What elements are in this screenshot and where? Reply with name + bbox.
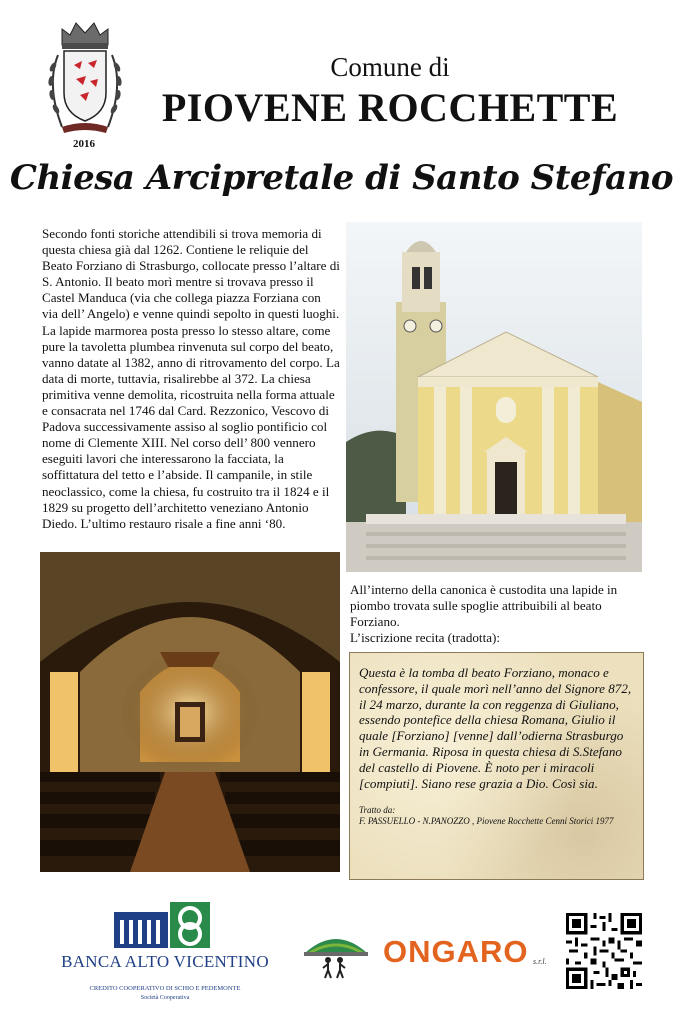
church-title: Chiesa Arcipretale di Santo Stefano (9, 158, 674, 198)
bank-subtitle: CREDITO COOPERATIVO DI SCHIO E PEDEMONTE (89, 985, 241, 992)
year-label: 2016 (73, 138, 95, 150)
church-exterior-photo (346, 222, 642, 572)
inscription-intro: L’iscrizione recita (tradotta): (350, 630, 501, 645)
coat-of-arms-emblem (40, 15, 130, 155)
inscription-quote: Questa è la tomba dl beato Forziano, monaco e confessore, il quale morì nell’anno del Signore 872, il 24 marzo, durante la con reggenza di Giuliano, essendo pontefice della chiesa Romana, Giulio il quale [Forziano] [venne] dall’odierna Strasburgo in Germania. Riposa in questa chiesa di S.Stefano del castello di Piovene. È noto per i miracoli [compiuti]. Siano rese grazia a Dio. Così sia. (359, 665, 632, 791)
canonica-intro-text (350, 582, 650, 646)
town-name: PIOVENE ROCCHETTE (161, 85, 619, 130)
source-label: Tratto da: (359, 805, 396, 816)
bank-name: BANCA ALTO VICENTINO (61, 952, 269, 971)
hiking-logo-icon (300, 930, 372, 980)
history-paragraph: Secondo fonti storiche attendibili si trova memoria di questa chiesa già dal 1262. Contiene le reliquie del Beato Forziano di Strasburgo, collocate presso l’altare di S. Antonio. Il beato morì mentre si trovava presso il Castel Manduca (via che collega piazza Forziana con via dell’ Angelo) e venne quindi sepolto in questi luoghi. La lapide marmorea posta presso lo stesso altare, come pure la tavoletta plumbea rinvenuta sul corpo del beato, vanno datate al 1382, anno di ritrovamento del corpo. La data di morte, tuttavia, risalirebbe al 372. La chiesa primitiva venne demolita, ricostruita nella forma attuale e consacrata nel 1746 dal Card. Rezzonico, Vescovo di Padova successivamente assiso al soglio pontificio col nome di Clemente XIII. Nel corso dell’ 800 vennero eseguiti lavori che interessarono la facciata, la soffittatura del tetto e l’abside. Il campanile, in stile neoclassico, come la chiesa, fu costruito tra il 1824 e il 1829 su progetto dell’architetto veneziano Antonio Diedo. L’ultimo restauro risale a fine anni ‘80. (42, 226, 340, 531)
ongaro-suffix: s.r.l. (533, 957, 547, 966)
comune-label: Comune di (330, 52, 450, 82)
bank-logo-icon (112, 898, 212, 952)
canonica-paragraph: All’interno della canonica è custodita una lapide in piombo trovata sulle spoglie attribuibili al beato Forziano. (350, 582, 618, 629)
church-interior-photo (40, 552, 340, 872)
qr-code-icon (566, 913, 642, 989)
inscription-parchment (349, 652, 644, 880)
source-reference: F. PASSUELLO - N.PANOZZO , Piovene Rocchette Cenni Storici 1977 (359, 816, 614, 827)
ongaro-logo: ONGARO (383, 934, 529, 969)
source-citation (359, 805, 634, 827)
bank-subtitle-2: Società Cooperativa (140, 995, 190, 1001)
